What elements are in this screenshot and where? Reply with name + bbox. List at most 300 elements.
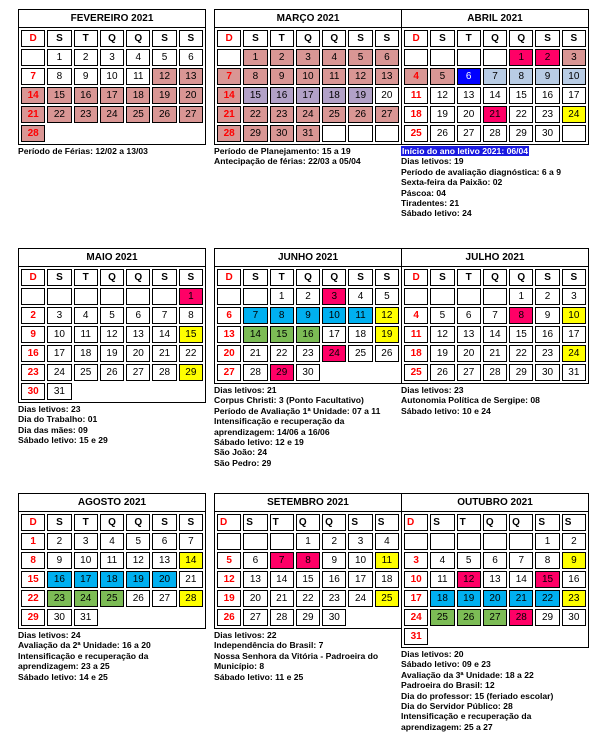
day-cell: 17: [562, 326, 586, 343]
weekday-header: Q: [296, 269, 320, 286]
day-cell: 2: [322, 533, 346, 550]
day-cell: 14: [509, 571, 533, 588]
note-line: Dia do Trabalho: 01: [18, 414, 98, 425]
day-cell: 8: [243, 68, 267, 85]
day-cell: 26: [100, 364, 124, 381]
empty-day-cell: [404, 288, 428, 305]
day-grid: [19, 512, 205, 628]
day-cell: 21: [179, 571, 203, 588]
day-cell: 2: [296, 288, 320, 305]
day-cell: 23: [535, 106, 559, 123]
day-cell: 29: [270, 364, 294, 381]
month-mar: [214, 9, 402, 167]
day-cell: 22: [296, 590, 320, 607]
day-cell: 12: [217, 571, 241, 588]
weekday-header: S: [562, 269, 586, 286]
day-cell: 20: [483, 590, 507, 607]
empty-day-cell: [430, 533, 454, 550]
empty-day-cell: [457, 288, 481, 305]
day-cell: 30: [322, 609, 346, 626]
note-line: Intensificação e recuperação da: [214, 416, 345, 427]
month-calendar: [401, 248, 589, 384]
day-cell: 14: [483, 326, 507, 343]
day-cell: 26: [348, 106, 372, 123]
month-set: [214, 493, 402, 682]
day-grid: [402, 28, 588, 144]
note-line: São Pedro: 29: [214, 457, 272, 468]
day-cell: 24: [322, 345, 346, 362]
day-cell: 18: [74, 345, 98, 362]
weekday-header: D: [217, 269, 241, 286]
day-cell: 20: [217, 345, 241, 362]
day-cell: 29: [509, 125, 533, 142]
day-cell: 18: [322, 87, 346, 104]
day-cell: 3: [100, 49, 124, 66]
note-line: Padroeira do Brasil: 12: [401, 680, 495, 691]
empty-day-cell: [74, 288, 98, 305]
month-mai: [18, 248, 206, 446]
month-title: ABRIL 2021: [402, 10, 588, 28]
month-calendar: [214, 493, 402, 629]
day-cell: 24: [74, 590, 98, 607]
day-cell: 2: [74, 49, 98, 66]
day-cell: 23: [47, 590, 71, 607]
day-cell: 25: [348, 345, 372, 362]
weekday-header: Q: [126, 514, 150, 531]
day-cell: 18: [126, 87, 150, 104]
day-cell: 4: [126, 49, 150, 66]
day-cell: 20: [243, 590, 267, 607]
weekday-header: T: [74, 514, 98, 531]
empty-day-cell: [430, 49, 454, 66]
note-line: Antecipação de férias: 22/03 a 05/04: [214, 156, 361, 167]
day-cell: 21: [152, 345, 176, 362]
empty-day-cell: [483, 533, 507, 550]
weekday-header: S: [562, 30, 586, 47]
month-notes: [401, 649, 589, 732]
day-cell: 5: [126, 533, 150, 550]
weekday-header: Q: [509, 30, 533, 47]
day-cell: 12: [100, 326, 124, 343]
day-cell: 16: [47, 571, 71, 588]
day-cell: 17: [404, 590, 428, 607]
day-cell: 5: [375, 288, 399, 305]
month-notes: [18, 146, 206, 156]
weekday-header: S: [47, 30, 71, 47]
note-line: Período de Férias: 12/02 a 13/03: [18, 146, 148, 156]
day-cell: 13: [457, 87, 481, 104]
empty-day-cell: [270, 533, 294, 550]
day-cell: 21: [217, 106, 241, 123]
weekday-header: S: [430, 514, 454, 531]
day-cell: 15: [509, 326, 533, 343]
weekday-header: D: [217, 30, 241, 47]
month-notes: [214, 630, 402, 682]
weekday-header: D: [21, 514, 45, 531]
note-line: Intensificação e recuperação da: [401, 711, 532, 722]
month-notes: [18, 404, 206, 446]
day-cell: 2: [562, 533, 586, 550]
day-cell: 15: [296, 571, 320, 588]
day-cell: 31: [74, 609, 98, 626]
day-cell: 21: [243, 345, 267, 362]
day-cell: 22: [509, 345, 533, 362]
day-cell: 23: [535, 345, 559, 362]
weekday-header: S: [152, 514, 176, 531]
day-cell: 16: [21, 345, 45, 362]
note-line: Dias letivos: 23: [401, 385, 464, 395]
day-cell: 8: [535, 552, 559, 569]
weekday-header: Q: [296, 514, 320, 531]
day-cell: 22: [243, 106, 267, 123]
note-line: Intensificação e recuperação da: [18, 650, 149, 661]
note-line: Dia das mães: 09: [18, 424, 88, 435]
weekday-header: Q: [483, 514, 507, 531]
day-cell: 14: [243, 326, 267, 343]
empty-day-cell: [509, 533, 533, 550]
school-year-start-note: Início do ano letivo 2021: 06/04: [402, 146, 529, 156]
note-line: Sexta-feira da Paixão: 02: [401, 177, 503, 188]
day-cell: 30: [21, 383, 45, 400]
weekday-header: S: [47, 269, 71, 286]
day-cell: 22: [509, 106, 533, 123]
day-cell: 17: [322, 326, 346, 343]
day-cell: 30: [535, 364, 559, 381]
weekday-header: S: [562, 514, 586, 531]
weekday-header: S: [179, 30, 203, 47]
day-cell: 27: [126, 364, 150, 381]
day-cell: 14: [152, 326, 176, 343]
month-title: MAIO 2021: [19, 249, 205, 267]
empty-day-cell: [457, 49, 481, 66]
month-jul: [401, 248, 589, 416]
empty-day-cell: [483, 49, 507, 66]
weekday-header: S: [243, 269, 267, 286]
month-notes: [401, 146, 589, 219]
note-line: Nossa Senhora da Vitória - Padroeira do: [214, 650, 379, 661]
day-cell: 7: [483, 307, 507, 324]
day-cell: 26: [217, 609, 241, 626]
day-cell: 9: [47, 552, 71, 569]
day-cell: 24: [404, 609, 428, 626]
day-cell: 6: [483, 552, 507, 569]
day-cell: 2: [535, 288, 559, 305]
month-calendar: [18, 493, 206, 629]
weekday-header: D: [21, 269, 45, 286]
day-cell: 21: [270, 590, 294, 607]
day-cell: 24: [47, 364, 71, 381]
day-cell: 28: [483, 364, 507, 381]
day-cell: 9: [535, 68, 559, 85]
day-cell: 28: [179, 590, 203, 607]
month-calendar: [214, 9, 402, 145]
note-line: Período de Avaliação 1ª Unidade: 07 a 11: [214, 405, 381, 416]
day-grid: [19, 267, 205, 402]
weekday-header: S: [243, 514, 267, 531]
note-line: São João: 24: [214, 447, 268, 458]
day-cell: 26: [457, 609, 481, 626]
day-cell: 25: [74, 364, 98, 381]
day-cell: 10: [296, 68, 320, 85]
day-cell: 10: [562, 307, 586, 324]
day-cell: 1: [296, 533, 320, 550]
day-cell: 20: [152, 571, 176, 588]
day-cell: 6: [457, 307, 481, 324]
day-cell: 5: [430, 68, 454, 85]
day-cell: 13: [126, 326, 150, 343]
day-cell: 16: [74, 87, 98, 104]
day-cell: 5: [457, 552, 481, 569]
weekday-header: S: [535, 30, 559, 47]
day-cell: 29: [509, 364, 533, 381]
note-line: Sábado letivo: 24: [401, 208, 472, 219]
day-cell: 19: [126, 571, 150, 588]
day-cell: 21: [21, 106, 45, 123]
day-cell: 15: [179, 326, 203, 343]
day-cell: 29: [179, 364, 203, 381]
day-cell: 15: [509, 87, 533, 104]
day-cell: 23: [21, 364, 45, 381]
note-line: Município: 8: [214, 661, 265, 672]
day-cell: 14: [483, 87, 507, 104]
day-cell: 20: [375, 87, 399, 104]
empty-day-cell: [404, 533, 428, 550]
month-title: JULHO 2021: [402, 249, 588, 267]
note-line: aprendizagem: 25 a 27: [401, 721, 493, 732]
day-cell: 4: [348, 288, 372, 305]
note-line: Período de avaliação diagnóstica: 6 a 9: [401, 166, 561, 177]
empty-day-cell: [322, 125, 346, 142]
day-cell: 16: [562, 571, 586, 588]
day-cell: 7: [217, 68, 241, 85]
day-cell: 16: [322, 571, 346, 588]
day-cell: 19: [457, 590, 481, 607]
day-cell: 19: [430, 345, 454, 362]
day-cell: 26: [375, 345, 399, 362]
day-cell: 20: [457, 106, 481, 123]
day-cell: 9: [21, 326, 45, 343]
weekday-header: Q: [322, 269, 346, 286]
note-line: Sábado letivo: 11 e 25: [214, 671, 304, 682]
note-line: Tiradentes: 21: [401, 198, 460, 209]
weekday-header: Q: [483, 269, 507, 286]
day-cell: 27: [483, 609, 507, 626]
day-cell: 30: [296, 364, 320, 381]
day-cell: 17: [348, 571, 372, 588]
day-cell: 9: [74, 68, 98, 85]
month-notes: [214, 146, 402, 167]
day-cell: 13: [152, 552, 176, 569]
note-line: Dias letivos: 23: [18, 404, 81, 414]
weekday-header: D: [217, 514, 241, 531]
day-cell: 9: [270, 68, 294, 85]
empty-day-cell: [243, 288, 267, 305]
month-notes: [18, 630, 206, 682]
day-cell: 11: [74, 326, 98, 343]
weekday-header: T: [457, 514, 481, 531]
day-cell: 13: [217, 326, 241, 343]
day-cell: 26: [430, 125, 454, 142]
day-cell: 1: [243, 49, 267, 66]
day-cell: 15: [243, 87, 267, 104]
day-cell: 25: [100, 590, 124, 607]
day-cell: 29: [296, 609, 320, 626]
day-cell: 8: [21, 552, 45, 569]
day-cell: 13: [457, 326, 481, 343]
day-cell: 19: [217, 590, 241, 607]
day-cell: 4: [404, 307, 428, 324]
month-ago: [18, 493, 206, 682]
day-cell: 2: [270, 49, 294, 66]
day-cell: 5: [348, 49, 372, 66]
day-cell: 9: [562, 552, 586, 569]
weekday-header: D: [404, 514, 428, 531]
day-cell: 28: [217, 125, 241, 142]
day-cell: 28: [21, 125, 45, 142]
day-cell: 28: [483, 125, 507, 142]
day-cell: 9: [535, 307, 559, 324]
empty-day-cell: [47, 288, 71, 305]
day-cell: 30: [535, 125, 559, 142]
day-cell: 9: [296, 307, 320, 324]
day-grid: [215, 28, 401, 144]
empty-day-cell: [457, 533, 481, 550]
weekday-header: T: [74, 30, 98, 47]
day-cell: 11: [375, 552, 399, 569]
day-cell: 12: [152, 68, 176, 85]
note-line: Dias letivos: 20: [401, 649, 464, 659]
day-cell: 6: [126, 307, 150, 324]
day-cell: 19: [348, 87, 372, 104]
day-cell: 10: [100, 68, 124, 85]
weekday-header: D: [404, 269, 428, 286]
month-title: SETEMBRO 2021: [215, 494, 401, 512]
day-cell: 12: [375, 307, 399, 324]
day-cell: 31: [404, 628, 428, 645]
day-cell: 6: [217, 307, 241, 324]
day-cell: 1: [47, 49, 71, 66]
day-cell: 28: [152, 364, 176, 381]
day-cell: 2: [535, 49, 559, 66]
day-cell: 12: [430, 326, 454, 343]
day-cell: 8: [47, 68, 71, 85]
day-cell: 18: [100, 571, 124, 588]
note-line: Avaliação da 3ª Unidade: 18 a 22: [401, 669, 534, 680]
day-cell: 24: [296, 106, 320, 123]
day-cell: 11: [126, 68, 150, 85]
day-cell: 18: [430, 590, 454, 607]
day-cell: 16: [270, 87, 294, 104]
note-line: Dias letivos: 19: [401, 156, 464, 167]
day-cell: 6: [243, 552, 267, 569]
day-cell: 7: [270, 552, 294, 569]
note-line: Sábado letivo: 15 e 29: [18, 435, 108, 446]
day-cell: 3: [74, 533, 98, 550]
day-cell: 17: [562, 87, 586, 104]
weekday-header: T: [270, 514, 294, 531]
month-calendar: [214, 248, 402, 384]
month-notes: [214, 385, 402, 468]
weekday-header: T: [270, 30, 294, 47]
day-cell: 25: [322, 106, 346, 123]
day-cell: 16: [296, 326, 320, 343]
day-cell: 25: [404, 364, 428, 381]
day-cell: 24: [348, 590, 372, 607]
day-cell: 22: [270, 345, 294, 362]
day-cell: 19: [430, 106, 454, 123]
day-cell: 4: [74, 307, 98, 324]
day-cell: 3: [47, 307, 71, 324]
note-line: Corpus Christi: 3 (Ponto Facultativo): [214, 395, 364, 406]
day-cell: 5: [152, 49, 176, 66]
note-line: Sábado letivo: 14 e 25: [18, 671, 108, 682]
day-grid: [215, 512, 401, 628]
weekday-header: Q: [509, 514, 533, 531]
weekday-header: S: [243, 30, 267, 47]
day-cell: 23: [74, 106, 98, 123]
note-line: Sábado letivo: 10 e 24: [401, 405, 491, 416]
month-notes: [401, 385, 589, 416]
day-cell: 7: [179, 533, 203, 550]
weekday-header: S: [348, 269, 372, 286]
day-cell: 27: [152, 590, 176, 607]
day-cell: 12: [126, 552, 150, 569]
empty-day-cell: [430, 288, 454, 305]
note-line: aprendizagem: 23 a 25: [18, 661, 110, 672]
empty-day-cell: [126, 288, 150, 305]
weekday-header: S: [179, 514, 203, 531]
day-cell: 16: [535, 326, 559, 343]
day-cell: 12: [430, 87, 454, 104]
empty-day-cell: [100, 288, 124, 305]
weekday-header: S: [375, 269, 399, 286]
day-grid: [402, 512, 588, 647]
day-cell: 14: [179, 552, 203, 569]
day-cell: 10: [47, 326, 71, 343]
day-cell: 4: [430, 552, 454, 569]
day-cell: 3: [348, 533, 372, 550]
day-grid: [402, 267, 588, 383]
day-cell: 24: [100, 106, 124, 123]
day-cell: 13: [243, 571, 267, 588]
weekday-header: D: [21, 30, 45, 47]
day-cell: 11: [404, 87, 428, 104]
note-line: Sábado letivo: 12 e 19: [214, 437, 304, 448]
day-cell: 11: [348, 307, 372, 324]
day-cell: 17: [296, 87, 320, 104]
empty-day-cell: [21, 288, 45, 305]
day-cell: 18: [348, 326, 372, 343]
day-cell: 27: [457, 364, 481, 381]
day-cell: 24: [562, 106, 586, 123]
day-cell: 28: [243, 364, 267, 381]
day-cell: 8: [509, 307, 533, 324]
day-cell: 5: [217, 552, 241, 569]
day-cell: 8: [509, 68, 533, 85]
day-cell: 29: [21, 609, 45, 626]
day-cell: 19: [100, 345, 124, 362]
day-cell: 14: [217, 87, 241, 104]
day-cell: 3: [562, 49, 586, 66]
day-cell: 25: [126, 106, 150, 123]
day-cell: 23: [296, 345, 320, 362]
month-jun: [214, 248, 402, 468]
weekday-header: S: [375, 514, 399, 531]
empty-day-cell: [483, 288, 507, 305]
day-cell: 6: [375, 49, 399, 66]
month-calendar: [18, 248, 206, 403]
day-cell: 25: [430, 609, 454, 626]
